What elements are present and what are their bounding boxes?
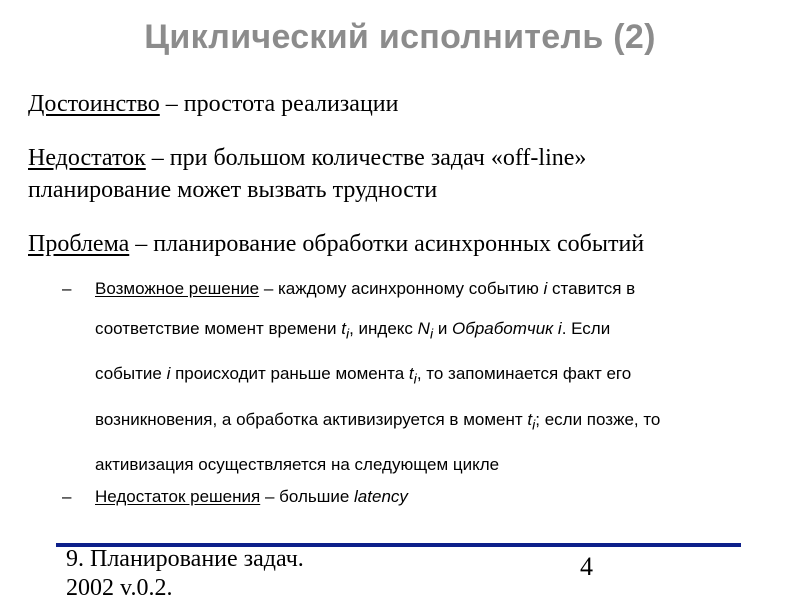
text-run: – каждому асинхронному событию (259, 279, 544, 298)
subpoint-line (95, 309, 660, 354)
footer-caption (66, 545, 304, 603)
point-term: Недостаток (28, 145, 146, 171)
subpoint-line (95, 269, 660, 309)
var-t: t (408, 364, 414, 384)
var-i: i (543, 279, 548, 298)
subpoint-body (95, 269, 660, 485)
point-text-continued: планирование может вызвать трудности (28, 177, 438, 203)
text-run: событие (95, 364, 167, 384)
point-advantage (28, 88, 398, 120)
text-run: – большие (260, 487, 355, 506)
latency-term: latency (354, 487, 408, 506)
point-problem (28, 228, 644, 260)
text-run: активизация осуществляется на следующем цикле (95, 455, 500, 475)
subpoint-line (95, 354, 660, 399)
text-run: происходит раньше момента (170, 364, 409, 384)
subscript-i: i (345, 326, 350, 343)
point-term: Достоинство (28, 91, 160, 117)
bullet-dash: – (62, 487, 72, 506)
subpoint-body (95, 477, 408, 517)
text-run: , то запоминается факт его (416, 364, 632, 384)
text-run: ставится в (547, 279, 636, 298)
page-number: 4 (580, 552, 593, 581)
footer-caption-line: 9. Планирование задач. (66, 546, 304, 572)
var-n: N (417, 319, 430, 338)
text-run: , индекс (349, 319, 418, 338)
subpoint-term: Возможное решение (95, 279, 260, 298)
subscript-i: i (429, 326, 434, 343)
text-run: возникновения, а обработка активизируется в момент (95, 409, 528, 429)
point-text: – простота реализации (159, 91, 399, 117)
subpoint-line (95, 400, 660, 445)
subscript-i: i (413, 371, 417, 388)
var-i: i (166, 364, 171, 384)
footer-caption-line: 2002 v.0.2. (66, 575, 173, 601)
var-t: t (341, 319, 346, 338)
text-run: и (433, 319, 453, 338)
var-t: t (527, 409, 533, 429)
text-run: . Если (561, 319, 611, 338)
subpoint-term: Недостаток решения (95, 487, 261, 506)
subscript-i: i (532, 417, 536, 434)
point-text: – планирование обработки асинхронных событий (129, 231, 645, 257)
point-term: Проблема (28, 231, 130, 257)
point-disadvantage (28, 142, 586, 206)
slide-title: Циклический исполнитель (2) (144, 18, 656, 56)
text-run: ; если позже, то (535, 409, 661, 429)
bullet-dash: – (62, 279, 72, 298)
handler-term: Обработчик i (452, 319, 562, 338)
text-run: соответствие момент времени (95, 319, 342, 338)
point-text: – при большом количестве задач «off-line» (145, 145, 587, 171)
